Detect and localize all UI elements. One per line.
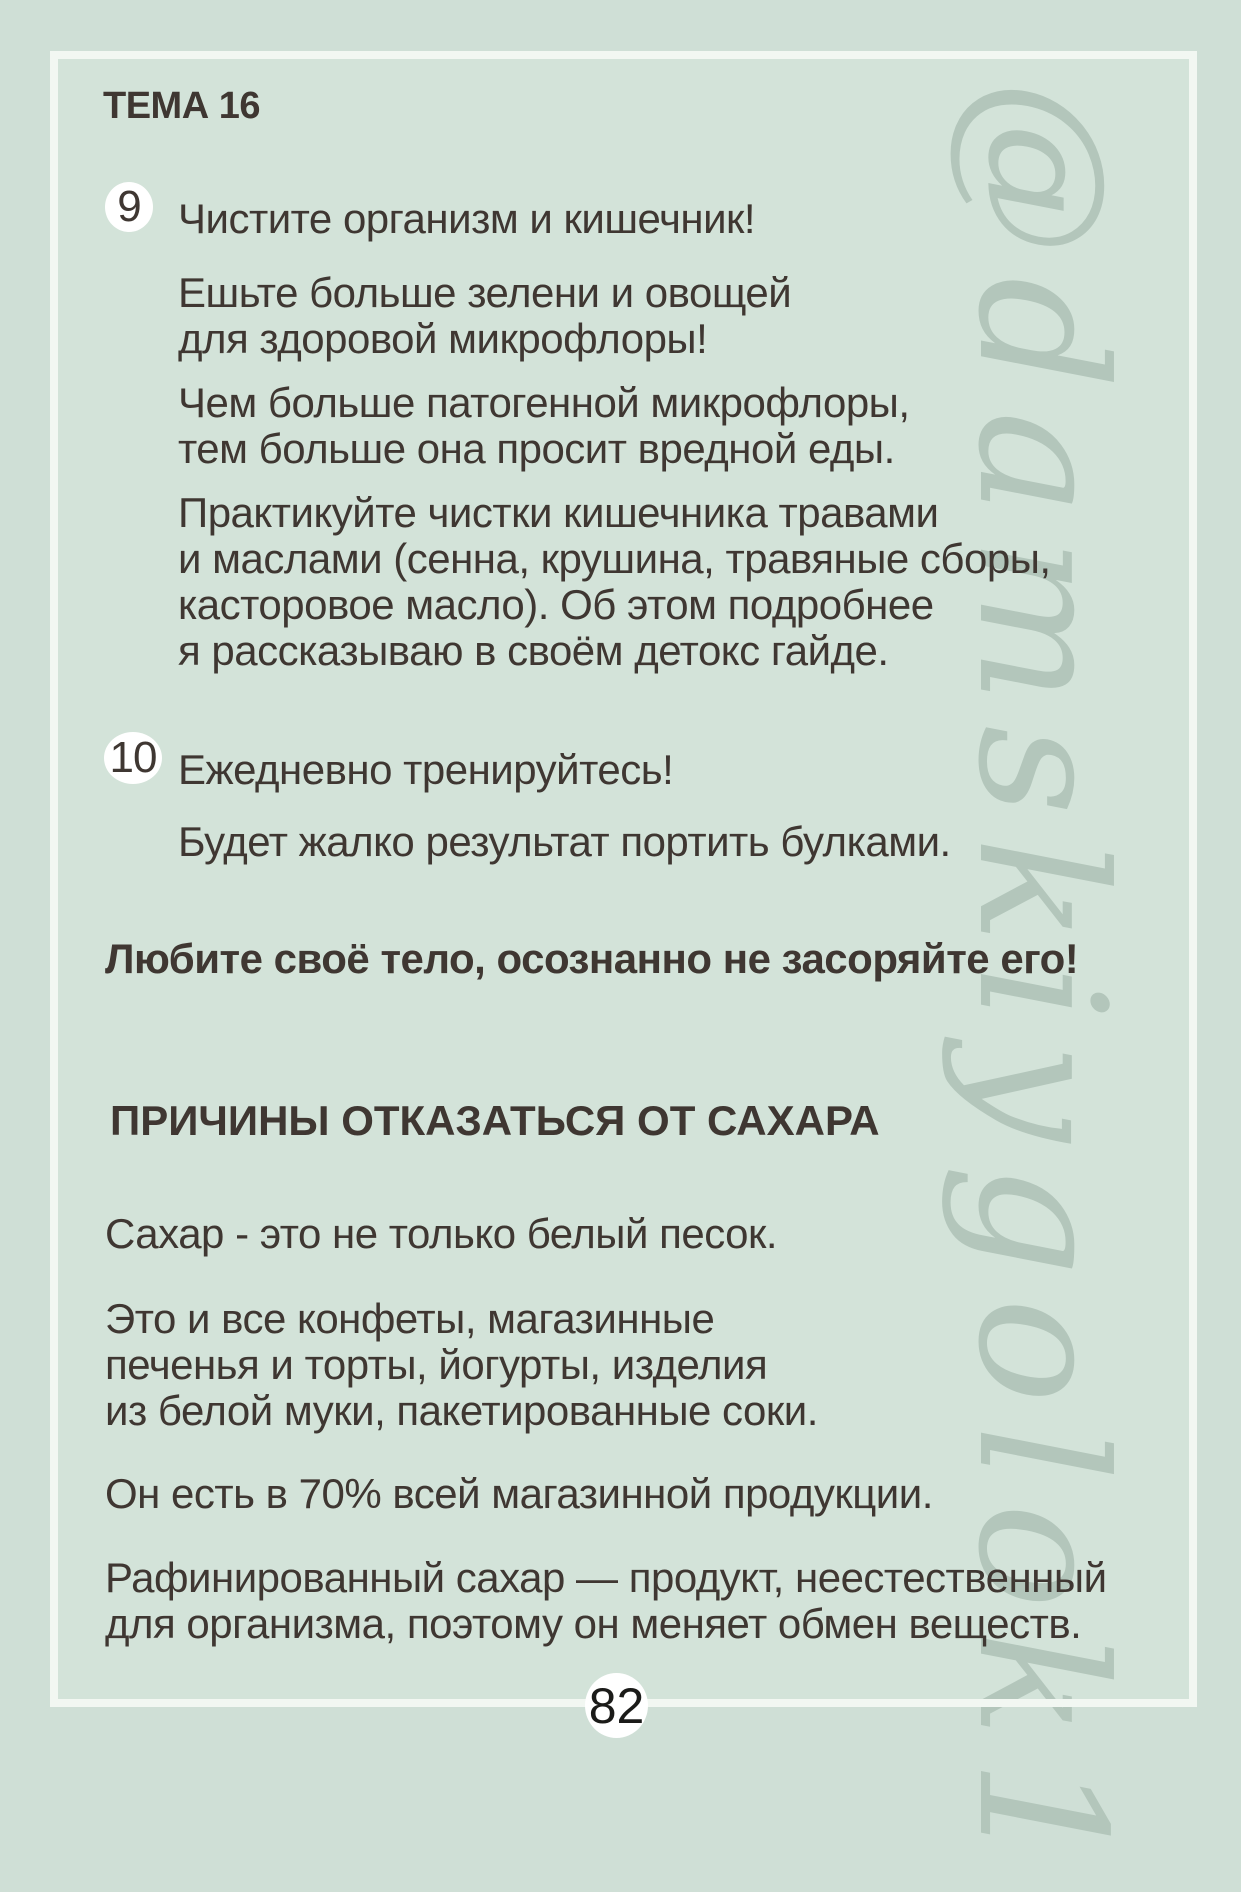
section-paragraph-line: печенья и торты, йогурты, изделия bbox=[105, 1341, 768, 1388]
item-9-paragraph-line: тем больше она просит вредной еды. bbox=[178, 425, 895, 472]
item-9-paragraph-line: Ешьте больше зелени и овощей bbox=[178, 269, 792, 316]
item-9-number: 9 bbox=[117, 182, 141, 231]
item-10-paragraph-line: Будет жалко результат портить булками. bbox=[178, 818, 951, 865]
section-paragraph-line: Рафинированный сахар — продукт, неестественный bbox=[105, 1554, 1107, 1601]
page-number: 82 bbox=[588, 1677, 645, 1734]
item-9-number-badge bbox=[105, 182, 153, 232]
item-9-paragraph-line: для здоровой микрофлоры! bbox=[178, 315, 708, 362]
item-9-paragraph-line: Практикуйте чистки кишечника травами bbox=[178, 489, 939, 536]
section-paragraph-line: для организма, поэтому он меняет обмен веществ. bbox=[105, 1600, 1082, 1647]
item-10-title: Ежедневно тренируйтесь! bbox=[178, 746, 674, 793]
section-paragraph-line: Он есть в 70% всей магазинной продукции. bbox=[105, 1470, 933, 1517]
item-9-paragraph-line: и маслами (сенна, крушина, травяные сборы, bbox=[178, 535, 1051, 582]
topic-heading: ТЕМА 16 bbox=[103, 85, 260, 127]
section-heading: ПРИЧИНЫ ОТКАЗАТЬСЯ ОТ САХАРА bbox=[110, 1097, 880, 1144]
item-9-paragraph-line: Чем больше патогенной микрофлоры, bbox=[178, 379, 910, 426]
section-paragraph-line: Сахар - это не только белый песок. bbox=[105, 1210, 778, 1257]
watermark-text: @damskiygolok1 bbox=[939, 80, 1142, 1892]
section-paragraph-line: Это и все конфеты, магазинные bbox=[105, 1295, 715, 1342]
bold-note: Любите своё тело, осознанно не засоряйте его! bbox=[105, 935, 1079, 982]
item-10-number-badge bbox=[104, 732, 162, 784]
item-9-paragraph-line: я рассказываю в своём детокс гайде. bbox=[178, 627, 889, 674]
page-number-badge bbox=[585, 1673, 648, 1738]
item-9-title: Чистите организм и кишечник! bbox=[178, 195, 756, 242]
item-9-paragraph-line: касторовое масло). Об этом подробнее bbox=[178, 581, 934, 628]
section-paragraph-line: из белой муки, пакетированные соки. bbox=[105, 1387, 818, 1434]
item-10-number: 10 bbox=[109, 733, 157, 782]
